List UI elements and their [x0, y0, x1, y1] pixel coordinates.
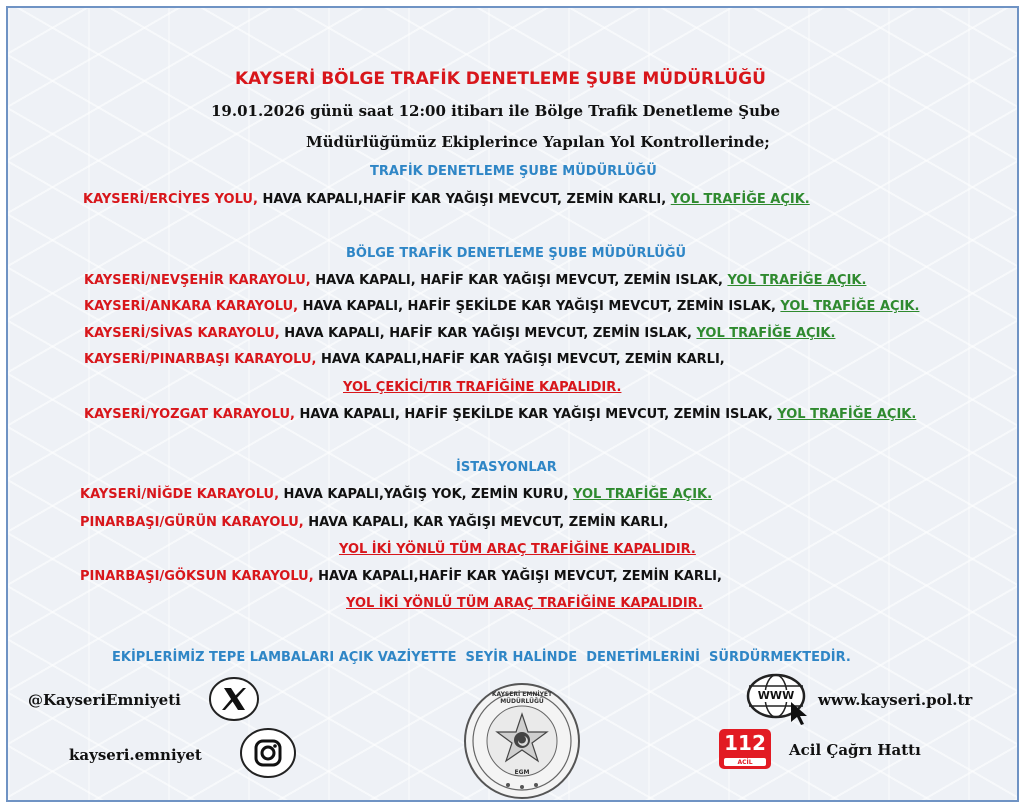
road-row [80, 569, 722, 585]
road-row [80, 487, 712, 503]
road-row [84, 407, 916, 423]
road-status-open: YOL TRAFİĞE AÇIK. [780, 299, 920, 314]
road-status-open: YOL TRAFİĞE AÇIK. [670, 192, 810, 207]
website-link[interactable]: www.kayseri.pol.tr [818, 691, 973, 709]
emergency-number: 112 [724, 731, 766, 755]
instagram-icon[interactable] [239, 727, 297, 779]
road-name: KAYSERİ/ERCİYES YOLU, [83, 192, 258, 207]
intro-line-1: 19.01.2026 günü saat 12:00 itibarı ile Bölge Trafik Denetleme Şube [211, 102, 781, 120]
road-name: KAYSERİ/ANKARA KARAYOLU, [84, 299, 299, 314]
road-row [84, 326, 835, 342]
road-conditions: HAVA KAPALI,HAFİF KAR YAĞIŞI MEVCUT, ZEMİN KARLI, [257, 192, 671, 207]
road-conditions: HAVA KAPALI,HAFİF KAR YAĞIŞI MEVCUT, ZEMİN KARLI, [313, 569, 722, 584]
road-row [84, 299, 919, 315]
road-name: KAYSERİ/SİVAS KARAYOLU, [84, 326, 280, 341]
road-name: KAYSERİ/YOZGAT KARAYOLU, [84, 407, 295, 422]
emergency-112-icon[interactable] [718, 728, 772, 770]
road-name: KAYSERİ/PINARBAŞI KARAYOLU, [84, 352, 317, 367]
road-name: KAYSERİ/NİĞDE KARAYOLU, [80, 487, 280, 502]
cursor-icon [788, 700, 812, 726]
road-status-open: YOL TRAFİĞE AÇIK. [573, 487, 713, 502]
www-badge: WWW [757, 689, 795, 702]
road-conditions: HAVA KAPALI,YAĞIŞ YOK, ZEMİN KURU, [279, 487, 574, 502]
road-name: KAYSERİ/NEVŞEHİR KARAYOLU, [84, 273, 311, 288]
section-heading-stations: İSTASYONLAR [456, 460, 557, 475]
road-status-open: YOL TRAFİĞE AÇIK. [777, 407, 917, 422]
road-conditions: HAVA KAPALI, HAFİF ŞEKİLDE KAR YAĞIŞI MEVCUT, ZEMİN ISLAK, [294, 407, 778, 422]
emergency-line-label: Acil Çağrı Hattı [789, 741, 921, 759]
seal-sub: EGM [514, 769, 530, 776]
footer-note: EKİPLERİMİZ TEPE LAMBALARI AÇIK VAZİYETTE SEYİR HALİNDE DENETİMLERİNİ SÜRDÜRMEKTEDİR. [112, 650, 851, 665]
instagram-handle[interactable]: kayseri.emniyet [69, 746, 202, 764]
emergency-sub: ACİL [737, 759, 753, 766]
road-row [80, 515, 668, 531]
road-conditions: HAVA KAPALI, HAFİF ŞEKİLDE KAR YAĞIŞI MEVCUT, ZEMİN ISLAK, [298, 299, 781, 314]
twitter-handle[interactable]: @KayseriEmniyeti [28, 691, 181, 709]
road-conditions: HAVA KAPALI, KAR YAĞIŞI MEVCUT, ZEMİN KARLI, [303, 515, 669, 530]
police-seal-icon [460, 680, 584, 802]
road-status-closed: YOL İKİ YÖNLÜ TÜM ARAÇ TRAFİĞİNE KAPALIDIR. [346, 596, 703, 611]
road-row [84, 273, 866, 289]
road-conditions: HAVA KAPALI,HAFİF KAR YAĞIŞI MEVCUT, ZEMİN KARLI, [316, 352, 725, 367]
road-status-closed: YOL İKİ YÖNLÜ TÜM ARAÇ TRAFİĞİNE KAPALIDIR. [339, 542, 696, 557]
section-heading-traffic: TRAFİK DENETLEME ŞUBE MÜDÜRLÜĞÜ [370, 164, 657, 179]
road-row [83, 192, 810, 208]
road-name: PINARBAŞI/GÜRÜN KARAYOLU, [80, 515, 304, 530]
road-status-open: YOL TRAFİĞE AÇIK. [727, 273, 867, 288]
road-row [84, 352, 725, 368]
page-title: KAYSERİ BÖLGE TRAFİK DENETLEME ŞUBE MÜDÜRLÜĞÜ [235, 69, 766, 89]
seal-text: KAYSERİ EMNİYET MÜDÜRLÜĞÜ [491, 691, 553, 705]
section-heading-regional: BÖLGE TRAFİK DENETLEME ŞUBE MÜDÜRLÜĞÜ [346, 246, 687, 261]
road-status-open: YOL TRAFİĞE AÇIK. [696, 326, 836, 341]
x-logo-icon[interactable] [208, 676, 260, 722]
intro-line-2: Müdürlüğümüz Ekiplerince Yapılan Yol Kontrollerinde; [306, 133, 770, 151]
road-status-closed: YOL ÇEKİCİ/TIR TRAFİĞİNE KAPALIDIR. [343, 380, 622, 395]
road-conditions: HAVA KAPALI, HAFİF KAR YAĞIŞI MEVCUT, ZEMİN ISLAK, [279, 326, 697, 341]
road-conditions: HAVA KAPALI, HAFİF KAR YAĞIŞI MEVCUT, ZEMİN ISLAK, [310, 273, 728, 288]
road-name: PINARBAŞI/GÖKSUN KARAYOLU, [80, 569, 314, 584]
